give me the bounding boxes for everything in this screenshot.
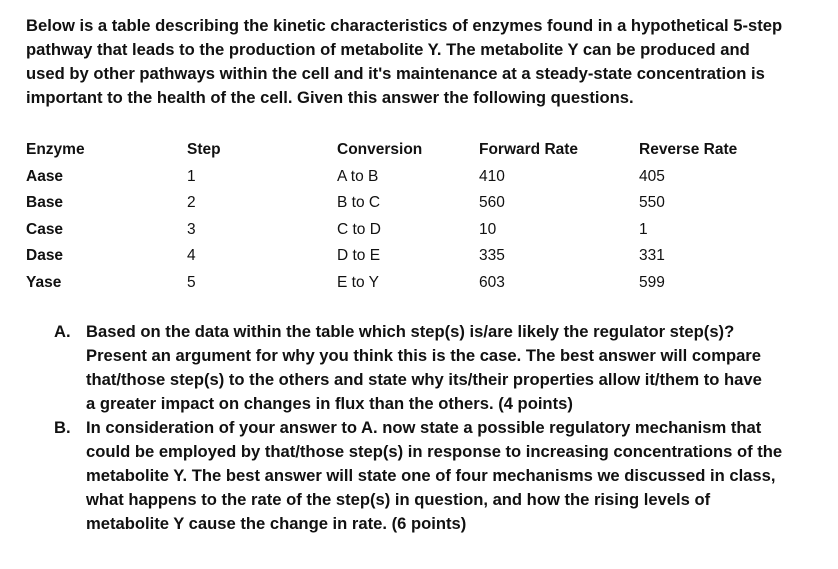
cell-reverse-rate: 405 — [639, 167, 665, 185]
header-reverse-rate: Reverse Rate — [639, 141, 738, 159]
question-line: metabolite Y. The best answer will state one of four mechanisms we discussed in class, — [86, 466, 776, 485]
question-line: Based on the data within the table which step(s) is/are likely the regulator step(s)? — [86, 322, 735, 341]
cell-conversion: E to Y — [337, 273, 379, 291]
header-conversion: Conversion — [337, 141, 423, 159]
cell-step: 1 — [187, 167, 196, 185]
cell-step: 5 — [187, 273, 196, 291]
cell-step: 3 — [187, 220, 196, 238]
table-row — [26, 243, 759, 270]
question-line-last — [86, 512, 814, 536]
question-line: what happens to the rate of the step(s) in question, and how the rising levels of — [86, 490, 711, 509]
cell-enzyme: Dase — [26, 247, 64, 265]
table-header-row — [26, 137, 759, 164]
cell-reverse-rate: 599 — [639, 273, 665, 291]
question-marker: B. — [54, 418, 71, 437]
question-line: In consideration of your answer to A. now state a possible regulatory mechanism that — [86, 418, 762, 437]
enzyme-table — [26, 137, 759, 296]
cell-conversion: D to E — [337, 247, 381, 265]
cell-enzyme: Case — [26, 220, 64, 238]
intro-line: pathway that leads to the production of metabolite Y. The metabolite Y can be produced and — [26, 40, 750, 59]
question-line: could be employed by that/those step(s) in response to increasing concentrations of the — [86, 442, 783, 461]
intro-line: Below is a table describing the kinetic characteristics of enzymes found in a hypothetical 5-step — [26, 16, 783, 35]
question-marker: A. — [54, 322, 71, 341]
question-line-last — [86, 392, 814, 416]
cell-forward-rate: 10 — [479, 220, 497, 238]
question-list — [54, 320, 814, 536]
cell-forward-rate: 410 — [479, 167, 505, 185]
table-row — [26, 190, 759, 217]
cell-enzyme: Base — [26, 194, 64, 212]
header-forward-rate: Forward Rate — [479, 141, 579, 159]
question-line-text: metabolite Y cause the change in rate. — [86, 514, 387, 533]
table-row — [26, 270, 759, 297]
question-line: Present an argument for why you think this is the case. The best answer will compare — [86, 346, 761, 365]
cell-forward-rate: 560 — [479, 194, 505, 212]
table-row — [26, 164, 759, 191]
cell-reverse-rate: 550 — [639, 194, 665, 212]
cell-forward-rate: 603 — [479, 273, 505, 291]
cell-reverse-rate: 1 — [639, 220, 648, 238]
question-line: that/those step(s) to the others and state why its/their properties allow it/them to have — [86, 370, 762, 389]
header-enzyme: Enzyme — [26, 141, 85, 159]
question-line-text: a greater impact on changes in flux than the others. — [86, 394, 494, 413]
cell-conversion: B to C — [337, 194, 381, 212]
cell-step: 2 — [187, 194, 196, 212]
intro-paragraph — [26, 14, 816, 110]
cell-enzyme: Aase — [26, 167, 64, 185]
points-label: (6 points) — [391, 514, 467, 533]
intro-line: used by other pathways within the cell and it's maintenance at a steady-state concentration is — [26, 64, 765, 83]
points-label: (4 points) — [498, 394, 573, 413]
cell-conversion: A to B — [337, 167, 379, 185]
cell-reverse-rate: 331 — [639, 247, 665, 265]
cell-step: 4 — [187, 247, 196, 265]
cell-forward-rate: 335 — [479, 247, 505, 265]
cell-enzyme: Yase — [26, 273, 62, 291]
question-a — [54, 320, 814, 416]
cell-conversion: C to D — [337, 220, 381, 238]
question-b — [54, 416, 814, 536]
header-step: Step — [187, 141, 221, 159]
intro-line: important to the health of the cell. Given this answer the following questions. — [26, 88, 634, 107]
table-row — [26, 217, 759, 244]
